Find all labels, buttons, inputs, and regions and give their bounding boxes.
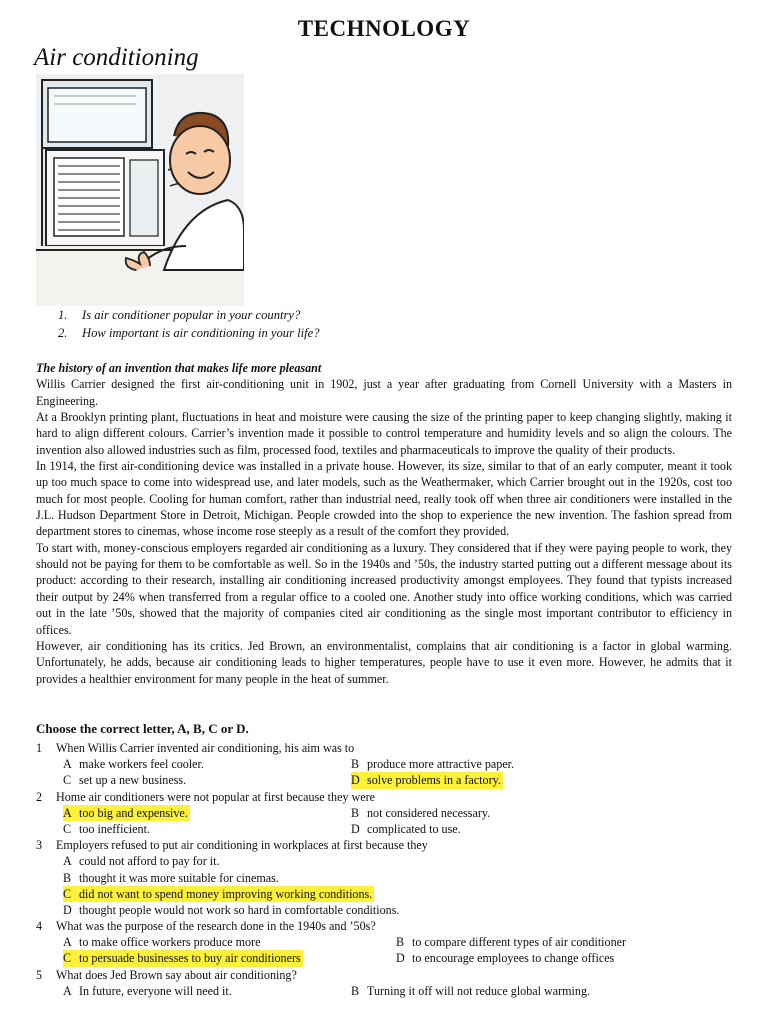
article-paragraph: Willis Carrier designed the first air-conditioning unit in 1902, just a year after graduating from Cornell University with a Masters in Engineering. — [36, 377, 732, 408]
option-letter: B — [351, 757, 360, 772]
question-stem — [36, 837, 736, 853]
option-row — [36, 886, 736, 902]
discussion-question-number: 1. — [58, 308, 68, 322]
question-stem — [36, 967, 736, 983]
option-b — [351, 983, 590, 999]
option-text: to encourage employees to change offices — [412, 951, 615, 966]
option-text: did not want to spend money improving working conditions. — [79, 886, 373, 901]
option-text: produce more attractive paper. — [367, 757, 515, 772]
option-row — [36, 950, 736, 966]
option-a — [63, 853, 220, 869]
option-row — [36, 870, 736, 886]
option-a — [63, 756, 204, 772]
option-row — [36, 853, 736, 869]
option-letter: A — [63, 983, 72, 998]
option-letter: B — [396, 935, 405, 950]
option-text: thought it was more suitable for cinemas. — [79, 870, 279, 885]
page-title: TECHNOLOGY — [297, 16, 471, 41]
option-text: to make office workers produce more — [79, 935, 261, 950]
question-number: 3 — [36, 838, 43, 853]
question-number: 4 — [36, 919, 43, 934]
option-row — [36, 772, 736, 788]
option-text: thought people would not work so hard in comfortable conditions. — [79, 902, 400, 917]
option-c — [63, 821, 150, 837]
option-text: Turning it off will not reduce global warming. — [367, 983, 591, 998]
question-text: When Willis Carrier invented air conditioning, his aim was to — [56, 741, 355, 755]
option-letter: D — [396, 951, 405, 966]
option-text: make workers feel cooler. — [79, 757, 204, 772]
option-c-highlighted — [63, 886, 374, 902]
discussion-question-text: Is air conditioner popular in your country? — [82, 308, 301, 322]
option-letter: B — [351, 983, 360, 998]
section-title: Air conditioning — [34, 44, 199, 71]
option-text: too big and expensive. — [79, 805, 188, 820]
article-paragraph: At a Brooklyn printing plant, fluctuations in heat and moisture were causing the size of the printing paper to keep changing slightly, making it hard to align different colours. Carrier’s invention made it possible to control temperature and humidity levels and so align the colours. The invention also allowed industries such as film, processed food, textiles and pharmaceuticals to improve the quality of their products. — [36, 410, 732, 457]
option-text: set up a new business. — [79, 773, 187, 788]
question-text: Home air conditioners were not popular at first because they were — [56, 789, 376, 804]
option-text: could not afford to pay for it. — [79, 854, 220, 869]
discussion-question-number: 2. — [58, 326, 68, 340]
air-conditioner-illustration — [36, 74, 244, 306]
question-text: Employers refused to put air conditioning in workplaces at first because they — [56, 838, 428, 853]
option-row — [36, 821, 736, 837]
question-stem — [36, 918, 736, 934]
multiple-choice-questions — [36, 740, 736, 999]
option-letter: D — [351, 773, 360, 788]
option-text: to persuade businesses to buy air conditioners — [79, 951, 301, 966]
question-stem — [36, 789, 736, 805]
option-text: complicated to use. — [367, 821, 461, 836]
option-text: not considered necessary. — [367, 805, 491, 820]
option-letter: A — [63, 805, 72, 820]
option-row — [36, 756, 736, 772]
option-b — [396, 934, 626, 950]
option-text: In future, everyone will need it. — [79, 983, 232, 998]
question-text: What does Jed Brown say about air conditioning? — [56, 967, 297, 982]
question-number: 1 — [36, 741, 43, 755]
option-row — [36, 902, 736, 918]
article-paragraph: In 1914, the first air-conditioning device was installed in a private house. However, its size, similar to that of an early computer, meant it took up too much space to come into widespread use, and later models, such as the Weathermaker, which Carrier brought out in the 1920s, cost too much for most people. Cooling for human comfort, rather than industrial need, really took off when three air conditioners were installed in the J.L. Hudson Department Store in Detroit, Michigan. People crowded into the shop to experience the new invention. The fashion spread from department stores to cinemas, whose income rose steeply as a result of the comfort they provided. — [36, 459, 732, 539]
discussion-question-text: How important is air conditioning in your life? — [82, 326, 320, 340]
option-a — [63, 983, 232, 999]
option-row — [36, 983, 736, 999]
option-d — [351, 821, 461, 837]
option-letter: C — [63, 951, 72, 966]
option-letter: D — [351, 821, 360, 836]
option-d — [396, 950, 614, 966]
article-heading: The history of an invention that makes life more pleasant — [36, 361, 322, 375]
option-letter: B — [351, 805, 360, 820]
option-row — [36, 805, 736, 821]
option-b — [351, 756, 514, 772]
question-number: 2 — [36, 789, 43, 804]
article-paragraph: However, air conditioning has its critics. Jed Brown, an environmentalist, complains that air conditioning is a factor in global warming. Unfortunately, he adds, because air conditioning leads to higher temperatures, people have to use it even more. However, he admits that it provides a healthier environment for many people in the heat of summer. — [36, 638, 732, 686]
option-b — [63, 870, 279, 886]
option-row — [36, 934, 736, 950]
option-text: solve problems in a factory. — [367, 773, 501, 788]
option-letter: C — [63, 886, 72, 901]
task-instruction: Choose the correct letter, A, B, C or D. — [36, 721, 249, 736]
article — [36, 360, 732, 687]
option-letter: A — [63, 854, 72, 869]
question-number: 5 — [36, 967, 43, 982]
question-stem — [36, 740, 736, 756]
option-d — [63, 902, 399, 918]
article-paragraph: To start with, money-conscious employers regarded air conditioning as a luxury. They considered that if they were paying people to work, they should not be paying for them to be comfortable as well. So in the 1940s and ’50s, the industry started putting out a different message about its product: according to their research, installing air conditioning increased productivity amongst employees. They found that typists increased their output by 24% when transferred from a regular office to a cooled one. Another study into office working conditions, which was carried out in the late ’50s, showed that the majority of companies cited air conditioning as the single most important contributor to efficiency in offices. — [36, 540, 732, 637]
option-a-highlighted — [63, 805, 190, 821]
option-letter: C — [63, 821, 72, 836]
option-letter: A — [63, 935, 72, 950]
option-letter: D — [63, 902, 72, 917]
discussion-questions — [58, 306, 320, 342]
option-a — [63, 934, 260, 950]
option-b — [351, 805, 490, 821]
option-text: to compare different types of air conditioner — [412, 935, 627, 950]
option-text: too inefficient. — [79, 821, 150, 836]
discussion-question — [58, 306, 320, 324]
option-d-highlighted — [351, 772, 503, 788]
option-letter: C — [63, 773, 72, 788]
option-c — [63, 772, 186, 788]
option-c-highlighted — [63, 950, 303, 966]
discussion-question — [58, 324, 320, 342]
option-letter: A — [63, 757, 72, 772]
option-letter: B — [63, 870, 72, 885]
question-text: What was the purpose of the research done in the 1940s and ’50s? — [56, 919, 376, 934]
